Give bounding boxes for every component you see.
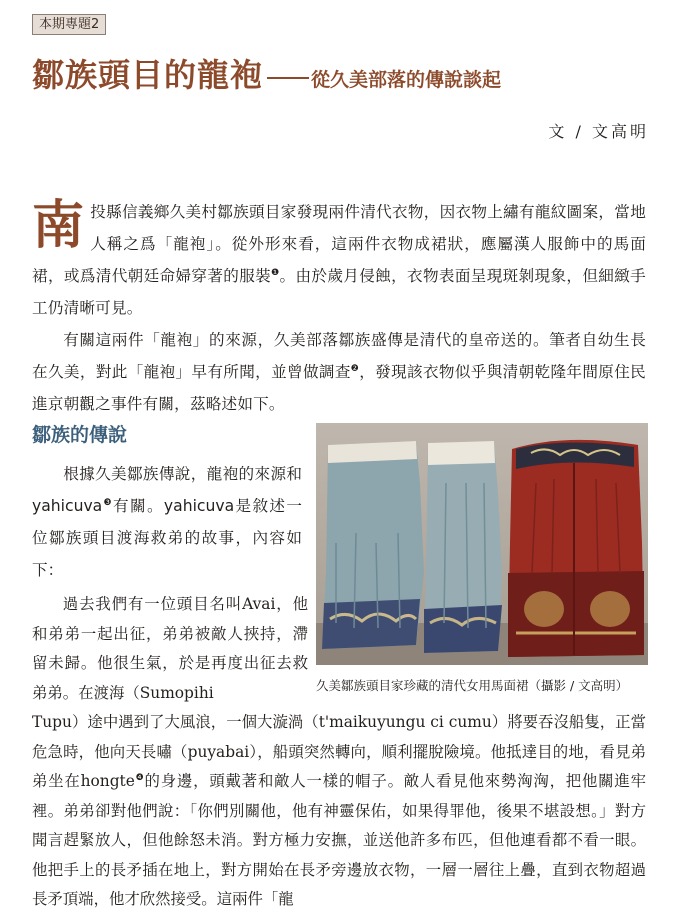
title-subtitle: 從久美部落的傳說談起 <box>311 69 502 91</box>
story-wide <box>32 708 646 915</box>
footnote-marker-3: ❸ <box>102 497 114 508</box>
intro-paragraph-2 <box>32 324 646 420</box>
story-wide-end: 的身邊，頭戴著和敵人一樣的帽子。敵人看見他來勢洶洶，把他關進牢裡。弟弟卻對他們說：「你們別關他，他有神靈保佑，如果得罪他，後果不堪設想。」對方聞言趕緊放人，但他餘怒未消。對方極力安撫，並送他許多布匹，但他連看都不看一眼。他把手上的長矛插在地上，對方開始在長矛旁邊放衣物，一層一層往上疊，直到衣物超過長矛頂端，他才欣然接受。這兩件「龍 <box>32 772 646 908</box>
footnote-marker-1: ❶ <box>271 267 280 278</box>
title-dash <box>267 77 309 79</box>
footnote-marker-2: ❷ <box>350 363 360 374</box>
story-narrow <box>32 590 308 708</box>
author-line: 文 / 文高明 <box>548 122 649 141</box>
story-paragraph-start: 過去我們有一位頭目名叫Avai，他和弟弟一起出征，弟弟被敵人挾持，滯留未歸。他很生氣，於是再度出征去救弟弟。在渡海（Sumopihi <box>32 595 308 702</box>
footnote-marker-4: ❹ <box>134 772 145 783</box>
title-main: 鄒族頭目的龍袍 <box>32 56 264 94</box>
intro-p2-text: 有關這兩件「龍袍」的來源，久美部落鄒族盛傳是清代的皇帝送的。筆者自幼生長在久美，對此「龍袍」早有所聞，並曾做調查 <box>32 331 646 381</box>
story-wide-text: Tupu）途中遇到了大風浪，一個大漩渦（t'maikuyungu ci cumu）將要吞沒船隻，正當危急時，他向天長嘯（puyabai），船頭突然轉向，順利擺脫險境。他抵達目的地，看見弟弟坐在hongte <box>32 713 646 790</box>
section-intro <box>32 458 302 586</box>
article-title <box>32 50 501 96</box>
section-p1-text: 根據久美鄒族傳說，龍袍的來源和yahicuva <box>32 465 302 515</box>
drop-cap: 南 <box>32 196 85 256</box>
skirt-photo <box>316 423 648 665</box>
section-paragraph <box>32 458 302 586</box>
intro-text <box>32 196 646 420</box>
intro-p2-end: ，發現該衣物似乎與清朝乾隆年間原住民進京朝觀之事件有關，茲略述如下。 <box>32 363 646 413</box>
skirt-photo-illustration <box>316 423 648 665</box>
section-heading: 鄒族的傳說 <box>32 424 128 446</box>
intro-p1-end: 。由於歲月侵蝕，衣物表面呈現斑剝現象，但細緻手工仍清晰可見。 <box>32 267 646 317</box>
intro-p1-text: 投縣信義鄉久美村鄒族頭目家發現兩件清代衣物，因衣物上繡有龍紋圖案，當地人稱之爲「龍袍」。從外形來看，這兩件衣物成裙狀，應屬漢人服飾中的馬面裙，或爲清代朝廷命婦穿著的服裝 <box>32 203 646 285</box>
section-p1-end: 有關。yahicuva是敘述一位鄒族頭目渡海救弟的故事，內容如下： <box>32 497 302 579</box>
photo-caption: 久美鄒族頭目家珍藏的清代女用馬面裙（攝影 / 文高明） <box>316 678 629 693</box>
intro-paragraph-1 <box>32 196 646 324</box>
story-paragraph-continued <box>32 708 646 915</box>
issue-tag: 本期專題2 <box>32 14 106 35</box>
